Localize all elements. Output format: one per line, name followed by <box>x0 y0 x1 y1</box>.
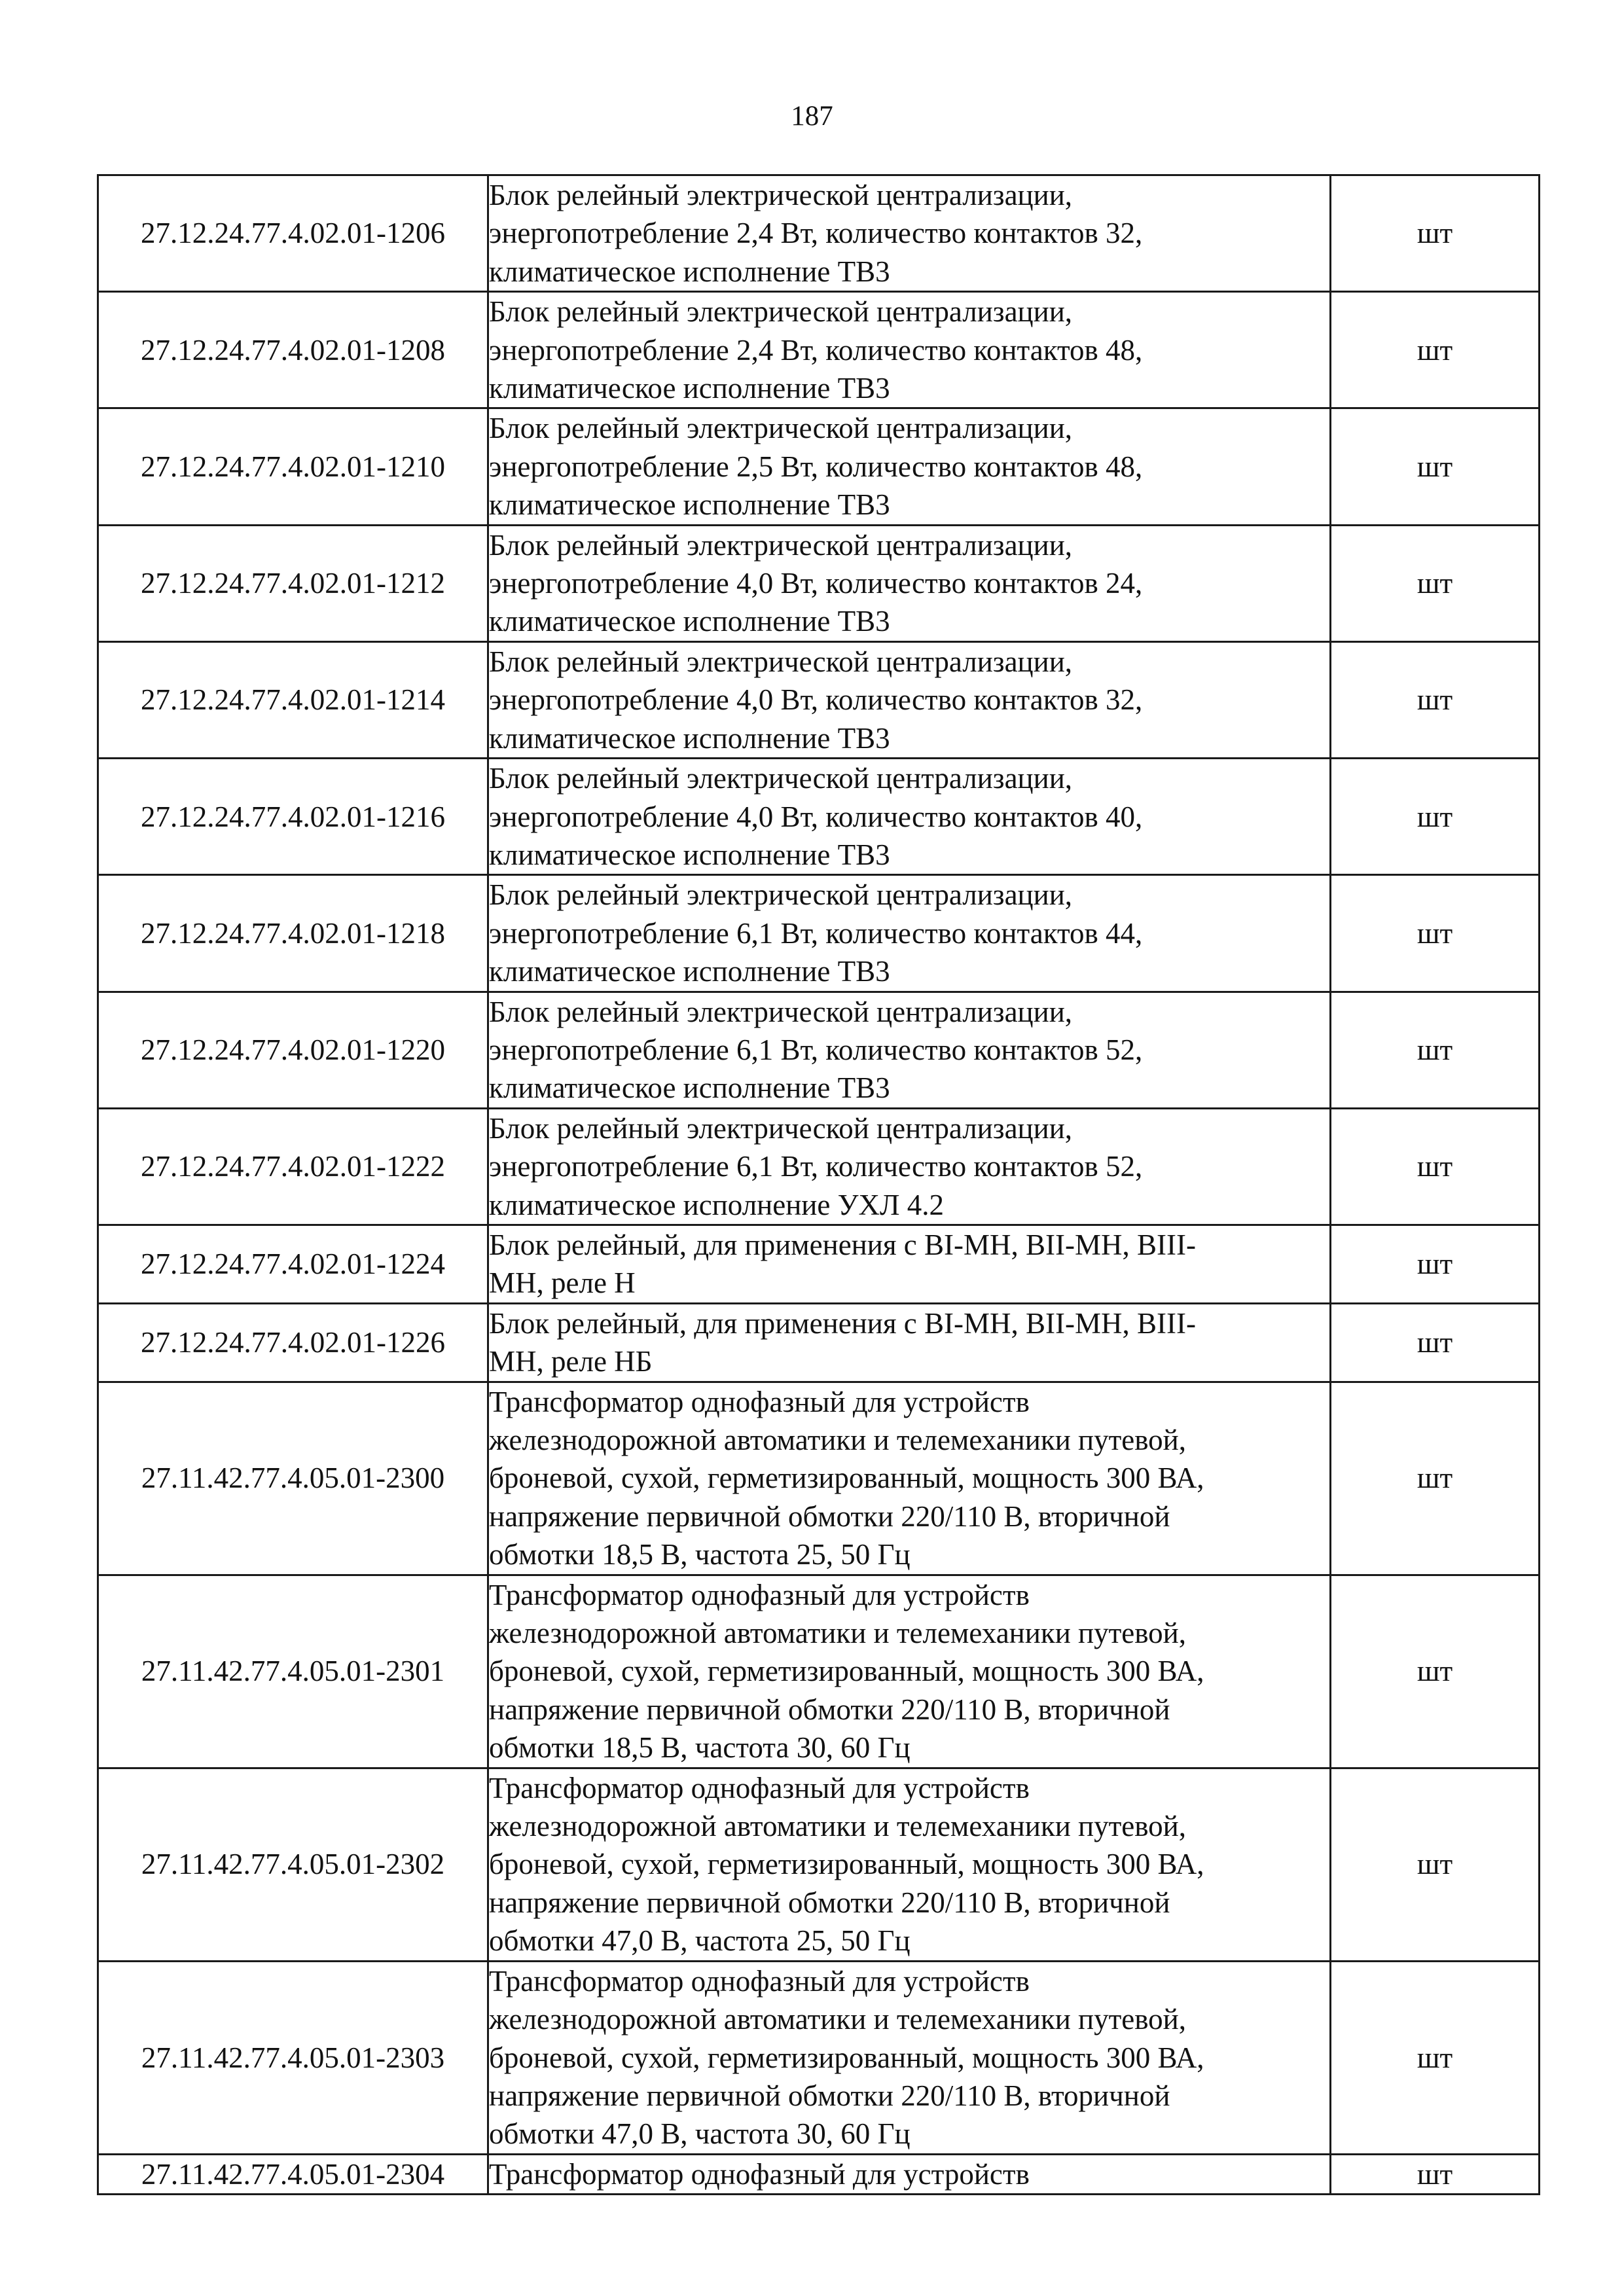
table-row <box>98 1768 1540 1961</box>
description-line: напряжение первичной обмотки 220/110 В, вторичной <box>489 1886 1170 1919</box>
description-line: обмотки 18,5 В, частота 25, 50 Гц <box>489 1538 911 1571</box>
item-code-cell: 27.12.24.77.4.02.01-1212 <box>98 525 488 641</box>
description-line: энергопотребление 2,5 Вт, количество контактов 48, <box>489 450 1143 483</box>
description-line: климатическое исполнение УХЛ 4.2 <box>489 1188 944 1221</box>
item-description-cell <box>488 875 1331 992</box>
item-code-cell: 27.11.42.77.4.05.01-2301 <box>98 1575 488 1768</box>
description-line: Блок релейный электрической централизации, <box>489 528 1073 562</box>
table-row <box>98 525 1540 641</box>
item-description-cell <box>488 1225 1331 1303</box>
table-row <box>98 1303 1540 1382</box>
unit-cell: шт <box>1331 525 1540 641</box>
unit-cell: шт <box>1331 1768 1540 1961</box>
unit-cell: шт <box>1331 1961 1540 2154</box>
description-line: климатическое исполнение ТВ3 <box>489 838 890 871</box>
description-line: обмотки 47,0 В, частота 25, 50 Гц <box>489 1924 911 1958</box>
description-line: климатическое исполнение ТВ3 <box>489 488 890 522</box>
item-description-cell <box>488 292 1331 408</box>
item-description-cell <box>488 992 1331 1108</box>
description-line: энергопотребление 4,0 Вт, количество контактов 32, <box>489 683 1143 717</box>
table-row <box>98 1382 1540 1575</box>
item-description-cell <box>488 1303 1331 1382</box>
unit-cell: шт <box>1331 175 1540 292</box>
description-line: железнодорожной автоматики и телемеханики путевой, <box>489 2003 1187 2036</box>
item-code-cell: 27.12.24.77.4.02.01-1220 <box>98 992 488 1108</box>
description-line: Блок релейный, для применения с BI-МН, BII-МН, BIII- <box>489 1228 1196 1261</box>
page-number: 187 <box>791 101 833 132</box>
item-code-cell: 27.12.24.77.4.02.01-1214 <box>98 641 488 758</box>
item-description-cell <box>488 1575 1331 1768</box>
table-row <box>98 1108 1540 1225</box>
description-line: Трансформатор однофазный для устройств <box>489 1964 1030 1998</box>
item-code-cell: 27.12.24.77.4.02.01-1210 <box>98 408 488 525</box>
description-line: энергопотребление 6,1 Вт, количество контактов 52, <box>489 1033 1143 1066</box>
item-code-cell: 27.12.24.77.4.02.01-1226 <box>98 1303 488 1382</box>
item-code-cell: 27.12.24.77.4.02.01-1216 <box>98 759 488 875</box>
unit-cell: шт <box>1331 1382 1540 1575</box>
description-line: Блок релейный электрической централизации, <box>489 412 1073 445</box>
description-line: энергопотребление 2,4 Вт, количество контактов 32, <box>489 217 1143 250</box>
table-row <box>98 875 1540 992</box>
unit-cell: шт <box>1331 759 1540 875</box>
description-line: Блок релейный электрической централизации, <box>489 762 1073 795</box>
table-row <box>98 1225 1540 1303</box>
table-row <box>98 1961 1540 2154</box>
item-description-cell <box>488 408 1331 525</box>
item-description-cell <box>488 1768 1331 1961</box>
description-line: Трансформатор однофазный для устройств <box>489 1771 1030 1804</box>
description-line: броневой, сухой, герметизированный, мощность 300 ВА, <box>489 1655 1204 1688</box>
unit-cell: шт <box>1331 1303 1540 1382</box>
item-description-cell <box>488 2154 1331 2194</box>
description-line: климатическое исполнение ТВ3 <box>489 255 890 288</box>
item-description-cell <box>488 641 1331 758</box>
unit-cell: шт <box>1331 875 1540 992</box>
description-line: броневой, сухой, герметизированный, мощность 300 ВА, <box>489 1462 1204 1495</box>
description-line: Блок релейный электрической централизации, <box>489 295 1073 329</box>
unit-cell: шт <box>1331 408 1540 525</box>
item-code-cell: 27.11.42.77.4.05.01-2303 <box>98 1961 488 2154</box>
table-body <box>98 175 1540 2195</box>
unit-cell: шт <box>1331 641 1540 758</box>
table-row <box>98 759 1540 875</box>
item-code-cell: 27.12.24.77.4.02.01-1222 <box>98 1108 488 1225</box>
unit-cell: шт <box>1331 1575 1540 1768</box>
item-code-cell: 27.12.24.77.4.02.01-1208 <box>98 292 488 408</box>
description-line: Блок релейный электрической централизации, <box>489 1111 1073 1145</box>
table-row <box>98 408 1540 525</box>
description-line: климатическое исполнение ТВ3 <box>489 605 890 638</box>
description-line: климатическое исполнение ТВ3 <box>489 721 890 755</box>
description-line: энергопотребление 4,0 Вт, количество контактов 24, <box>489 567 1143 600</box>
item-code-cell: 27.12.24.77.4.02.01-1206 <box>98 175 488 292</box>
description-line: Блок релейный электрической централизации, <box>489 645 1073 678</box>
description-line: Трансформатор однофазный для устройств <box>489 1385 1030 1418</box>
description-line: напряжение первичной обмотки 220/110 В, вторичной <box>489 1693 1170 1726</box>
description-line: энергопотребление 6,1 Вт, количество контактов 52, <box>489 1150 1143 1183</box>
table-row <box>98 1575 1540 1768</box>
unit-cell: шт <box>1331 1108 1540 1225</box>
description-line: напряжение первичной обмотки 220/110 В, вторичной <box>489 2079 1170 2112</box>
description-line: энергопотребление 6,1 Вт, количество контактов 44, <box>489 916 1143 950</box>
table-row <box>98 292 1540 408</box>
description-line: напряжение первичной обмотки 220/110 В, вторичной <box>489 1499 1170 1533</box>
item-description-cell <box>488 1961 1331 2154</box>
description-line: Блок релейный электрической централизации, <box>489 878 1073 912</box>
description-line: энергопотребление 2,4 Вт, количество контактов 48, <box>489 333 1143 367</box>
item-code-cell: 27.11.42.77.4.05.01-2302 <box>98 1768 488 1961</box>
description-line: Трансформатор однофазный для устройств <box>489 2157 1030 2191</box>
description-line: железнодорожной автоматики и телемеханики путевой, <box>489 1424 1187 1456</box>
description-line: климатическое исполнение ТВ3 <box>489 1071 890 1105</box>
table-row <box>98 175 1540 292</box>
unit-cell: шт <box>1331 1225 1540 1303</box>
item-description-cell <box>488 175 1331 292</box>
item-description-cell <box>488 525 1331 641</box>
unit-cell: шт <box>1331 992 1540 1108</box>
item-description-cell <box>488 1108 1331 1225</box>
description-line: железнодорожной автоматики и телемеханики путевой, <box>489 1617 1187 1650</box>
unit-cell: шт <box>1331 292 1540 408</box>
table-row <box>98 2154 1540 2194</box>
description-line: броневой, сухой, герметизированный, мощность 300 ВА, <box>489 2041 1204 2074</box>
unit-cell: шт <box>1331 2154 1540 2194</box>
item-code-cell: 27.11.42.77.4.05.01-2304 <box>98 2154 488 2194</box>
table-row <box>98 641 1540 758</box>
description-line: климатическое исполнение ТВ3 <box>489 372 890 405</box>
item-code-cell: 27.12.24.77.4.02.01-1224 <box>98 1225 488 1303</box>
description-line: Блок релейный, для применения с BI-МН, BII-МН, BIII- <box>489 1306 1196 1340</box>
item-description-cell <box>488 759 1331 875</box>
description-line: МН, реле НБ <box>489 1345 653 1378</box>
description-line: броневой, сухой, герметизированный, мощность 300 ВА, <box>489 1848 1204 1881</box>
description-line: Блок релейный электрической централизации, <box>489 179 1073 211</box>
description-line: железнодорожной автоматики и телемеханики путевой, <box>489 1810 1187 1843</box>
description-line: климатическое исполнение ТВ3 <box>489 955 890 988</box>
description-line: энергопотребление 4,0 Вт, количество контактов 40, <box>489 800 1143 833</box>
description-line: Трансформатор однофазный для устройств <box>489 1578 1030 1611</box>
table-row <box>98 992 1540 1108</box>
description-line: обмотки 18,5 В, частота 30, 60 Гц <box>489 1731 911 1765</box>
item-code-cell: 27.12.24.77.4.02.01-1218 <box>98 875 488 992</box>
description-line: МН, реле Н <box>489 1266 636 1300</box>
resource-table <box>97 174 1540 2195</box>
description-line: Блок релейный электрической централизации, <box>489 995 1073 1028</box>
item-code-cell: 27.11.42.77.4.05.01-2300 <box>98 1382 488 1575</box>
description-line: обмотки 47,0 В, частота 30, 60 Гц <box>489 2117 911 2151</box>
item-description-cell <box>488 1382 1331 1575</box>
